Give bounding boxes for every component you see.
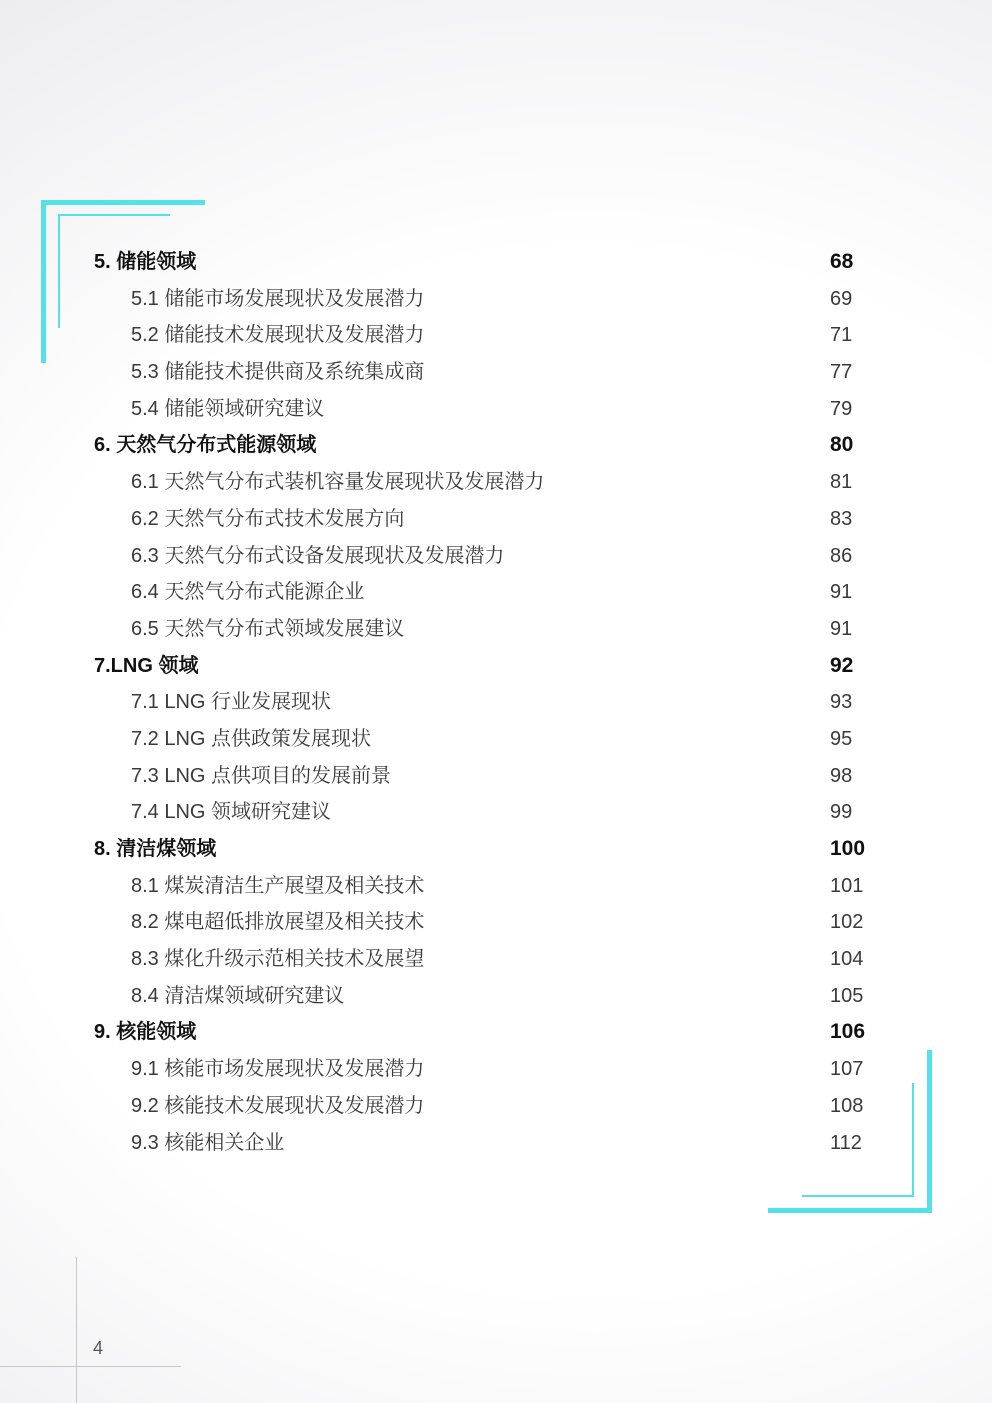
toc-subsection[interactable] [0,941,992,978]
toc-label: 7.2 LNG 点供政策发展现状 [131,727,372,750]
toc-subsection[interactable] [0,317,992,354]
toc-page-number: 112 [830,1131,862,1154]
toc-section[interactable] [0,648,992,685]
toc-section[interactable] [0,831,992,868]
toc-label: 5.1 储能市场发展现状及发展潜力 [131,287,425,310]
toc-subsection[interactable] [0,354,992,391]
toc-page-number: 77 [830,361,853,384]
toc-page-number: 99 [830,801,853,824]
toc-label: 7.3 LNG 点供项目的发展前景 [131,764,392,787]
toc-page-number: 100 [830,837,866,860]
toc-page-number: 71 [830,324,853,347]
toc-subsection[interactable] [0,464,992,501]
toc-page-number: 106 [830,1020,866,1044]
toc-page-number: 86 [830,544,853,567]
toc-label: 5. 储能领域 [94,251,197,273]
toc-label: 9.1 核能市场发展现状及发展潜力 [131,1058,425,1081]
table-of-contents [0,244,992,1161]
toc-subsection[interactable] [0,1125,992,1162]
toc-label: 9.2 核能技术发展现状及发展潜力 [131,1094,425,1117]
toc-label: 8.3 煤化升级示范相关技术及展望 [131,948,425,971]
toc-page-number: 80 [830,433,854,457]
toc-page-number: 107 [830,1058,864,1081]
toc-label: 8.1 煤炭清洁生产展望及相关技术 [131,874,425,897]
toc-page-number: 102 [830,911,864,934]
toc-subsection[interactable] [0,574,992,611]
toc-label: 8.2 煤电超低排放展望及相关技术 [131,911,425,934]
toc-subsection[interactable] [0,758,992,795]
toc-label: 6.3 天然气分布式设备发展现状及发展潜力 [131,544,505,567]
toc-page-number: 83 [830,507,853,530]
toc-label: 5.2 储能技术发展现状及发展潜力 [131,324,425,347]
toc-subsection[interactable] [0,721,992,758]
toc-subsection[interactable] [0,501,992,538]
toc-label: 5.3 储能技术提供商及系统集成商 [131,361,425,384]
toc-subsection[interactable] [0,978,992,1015]
toc-subsection[interactable] [0,281,992,318]
toc-subsection[interactable] [0,904,992,941]
toc-subsection[interactable] [0,868,992,905]
toc-subsection[interactable] [0,1088,992,1125]
toc-label: 6.4 天然气分布式能源企业 [131,581,365,604]
toc-page-number: 91 [830,617,853,640]
toc-page-number: 68 [830,250,854,273]
toc-page-number: 98 [830,764,853,787]
toc-page-number: 95 [830,727,853,750]
toc-label: 6.5 天然气分布式领域发展建议 [131,617,405,640]
toc-page-number: 92 [830,653,854,677]
toc-subsection[interactable] [0,538,992,575]
toc-page-number: 79 [830,397,853,420]
toc-page-number: 101 [830,874,864,897]
footer-divider-horizontal [0,1366,181,1367]
toc-page-number: 81 [830,471,853,494]
toc-label: 9.3 核能相关企业 [131,1131,285,1154]
corner-bracket-top-left-inner [58,214,170,216]
toc-label: 9. 核能领域 [94,1021,197,1044]
toc-page-number: 91 [830,581,853,604]
toc-label: 6.2 天然气分布式技术发展方向 [131,507,405,530]
toc-subsection[interactable] [0,611,992,648]
toc-page-number: 108 [830,1094,864,1117]
footer-divider-vertical [76,1257,77,1403]
corner-bracket-top-left [41,200,205,205]
toc-subsection[interactable] [0,684,992,721]
toc-label: 5.4 储能领域研究建议 [131,397,325,420]
toc-label: 7.1 LNG 行业发展现状 [131,691,332,714]
toc-label: 7.LNG 领域 [94,654,199,677]
toc-label: 6.1 天然气分布式装机容量发展现状及发展潜力 [131,471,545,494]
toc-page-number: 93 [830,691,853,714]
toc-section[interactable] [0,1014,992,1051]
corner-bracket-bottom-right-inner [802,1195,914,1197]
toc-label: 6. 天然气分布式能源领域 [94,434,317,457]
toc-subsection[interactable] [0,391,992,428]
page-number: 4 [93,1338,104,1358]
toc-page-number: 105 [830,984,864,1007]
toc-label: 8. 清洁煤领域 [94,838,217,860]
toc-section[interactable] [0,427,992,464]
toc-subsection[interactable] [0,794,992,831]
toc-page-number: 69 [830,287,853,310]
toc-label: 8.4 清洁煤领域研究建议 [131,984,345,1007]
toc-subsection[interactable] [0,1051,992,1088]
toc-section[interactable] [0,244,992,281]
corner-bracket-bottom-right [768,1208,932,1213]
toc-label: 7.4 LNG 领域研究建议 [131,801,332,824]
toc-page-number: 104 [830,948,864,971]
